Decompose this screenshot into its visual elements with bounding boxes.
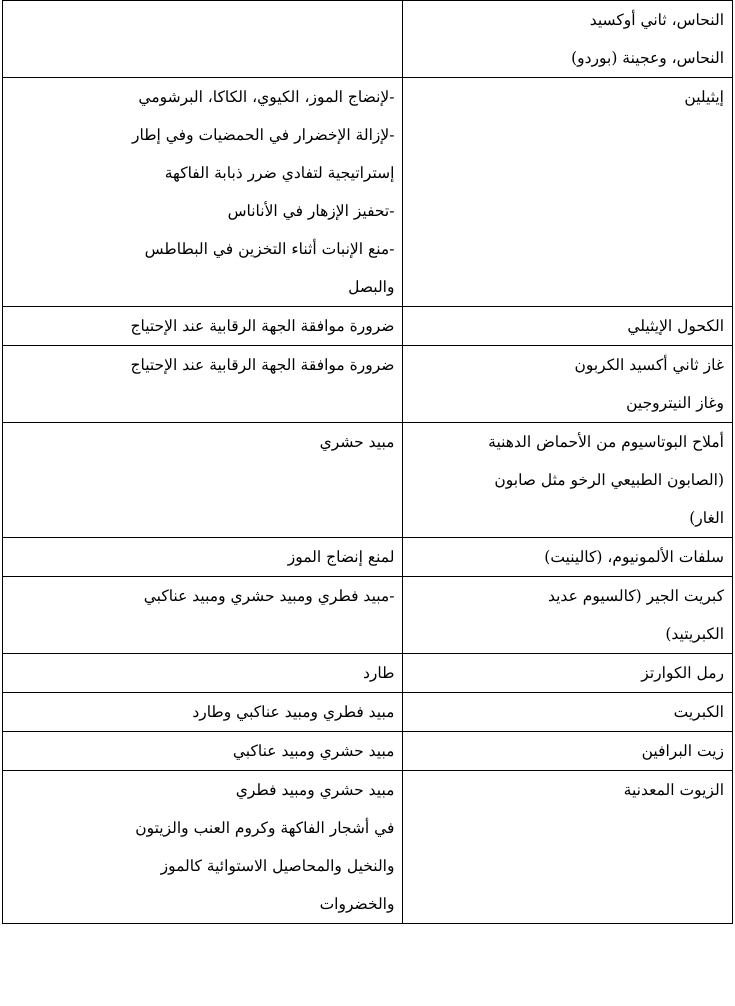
substance-cell: [403, 1, 733, 78]
usage-cell: [3, 654, 403, 693]
substance-line: سلفات الألمونيوم، (كالينيت): [544, 548, 724, 566]
usage-line: والبصل: [348, 278, 395, 296]
usage-line: ضرورة موافقة الجهة الرقابية عند الإحتياج: [130, 356, 395, 374]
table-row: [3, 538, 733, 577]
usage-line: -لإزالة الإخضرار في الحمضيات وفي إطار: [131, 126, 395, 144]
substance-line: إيثيلين: [684, 88, 724, 106]
usage-cell: [3, 771, 403, 924]
table-row: [3, 771, 733, 924]
usage-cell: [3, 1, 403, 78]
usage-cell: [3, 577, 403, 654]
substance-line: أملاح البوتاسيوم من الأحماض الدهنية: [488, 433, 724, 451]
usage-line: طارد: [363, 664, 395, 682]
substance-line: النحاس، وعجينة (بوردو): [571, 49, 724, 67]
substances-table: [2, 0, 733, 924]
usage-cell: [3, 538, 403, 577]
usage-cell: [3, 78, 403, 307]
usage-line: إستراتيجية لتفادي ضرر ذبابة الفاكهة: [164, 164, 395, 182]
table-body: [3, 1, 733, 924]
table-row: [3, 423, 733, 538]
usage-cell: [3, 732, 403, 771]
substance-cell: [403, 732, 733, 771]
substance-cell: [403, 423, 733, 538]
substance-line: (الصابون الطبيعي الرخو مثل صابون: [494, 471, 724, 489]
usage-line: لمنع إنضاج الموز: [287, 548, 395, 566]
substance-line: النحاس، ثاني أوكسيد: [589, 11, 724, 29]
table-row: [3, 654, 733, 693]
substance-cell: [403, 78, 733, 307]
substance-line: زيت البرافين: [641, 742, 724, 760]
table-row: [3, 78, 733, 307]
usage-cell: [3, 346, 403, 423]
usage-line: -تحفيز الإزهار في الأناناس: [227, 202, 395, 220]
substance-line: رمل الكوارتز: [641, 664, 724, 682]
usage-line: -مبيد فطري ومبيد حشري ومبيد عناكبي: [143, 587, 395, 605]
usage-line: -منع الإنبات أثناء التخزين في البطاطس: [144, 240, 395, 258]
usage-line: ضرورة موافقة الجهة الرقابية عند الإحتياج: [130, 317, 395, 335]
table-row: [3, 1, 733, 78]
table-row: [3, 693, 733, 732]
usage-cell: [3, 693, 403, 732]
table-row: [3, 577, 733, 654]
table-row: [3, 732, 733, 771]
substance-cell: [403, 654, 733, 693]
substance-cell: [403, 577, 733, 654]
table-row: [3, 346, 733, 423]
substance-line: الزيوت المعدنية: [623, 781, 724, 799]
substance-line: كبريت الجير (كالسيوم عديد: [547, 587, 724, 605]
usage-line: مبيد حشري ومبيد فطري: [235, 781, 395, 799]
table-row: [3, 307, 733, 346]
substance-cell: [403, 307, 733, 346]
substance-cell: [403, 538, 733, 577]
usage-cell: [3, 307, 403, 346]
substance-cell: [403, 346, 733, 423]
usage-line: مبيد حشري: [319, 433, 395, 451]
substance-line: الكحول الإيثيلي: [627, 317, 724, 335]
substance-line: الغار): [689, 509, 724, 527]
usage-line: والخضروات: [319, 895, 395, 913]
substance-line: الكبريت: [673, 703, 724, 721]
usage-line: مبيد حشري ومبيد عناكبي: [232, 742, 395, 760]
substance-cell: [403, 693, 733, 732]
usage-line: مبيد فطري ومبيد عناكبي وطارد: [192, 703, 395, 721]
usage-line: في أشجار الفاكهة وكروم العنب والزيتون: [135, 819, 395, 837]
usage-line: -لإنضاج الموز، الكيوي، الكاكا، البرشومي: [138, 88, 395, 106]
substance-line: الكبريتيد): [665, 625, 724, 643]
substance-line: وغاز النيتروجين: [626, 394, 724, 412]
usage-cell: [3, 423, 403, 538]
substance-line: غاز ثاني أكسيد الكربون: [574, 356, 724, 374]
substance-cell: [403, 771, 733, 924]
usage-line: والنخيل والمحاصيل الاستوائية كالموز: [160, 857, 395, 875]
